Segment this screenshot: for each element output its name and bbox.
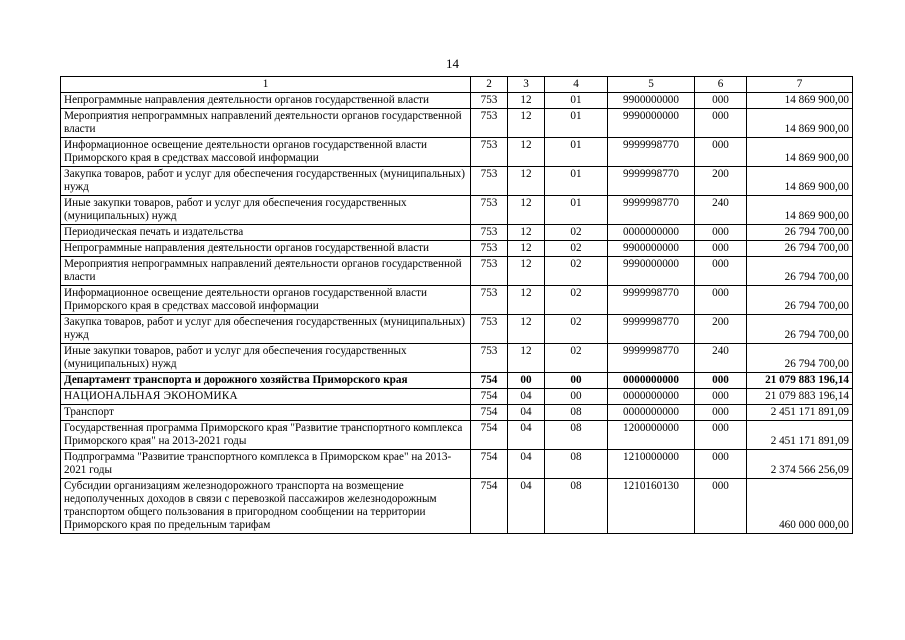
code-cell: 753 [471, 167, 508, 196]
row-name-cell: Закупка товаров, работ и услуг для обеспечения государственных (муниципальных) нужд [61, 315, 471, 344]
code-cell: 753 [471, 93, 508, 109]
code-cell: 754 [471, 421, 508, 450]
expense-type-cell: 240 [695, 344, 747, 373]
subsection-cell: 01 [545, 93, 608, 109]
amount-cell: 14 869 900,00 [747, 93, 853, 109]
page-number: 14 [446, 56, 459, 71]
amount-cell: 2 451 171 891,09 [747, 421, 853, 450]
expense-type-cell: 000 [695, 286, 747, 315]
target-item-cell: 1210000000 [608, 450, 695, 479]
target-item-cell: 9990000000 [608, 109, 695, 138]
code-cell: 753 [471, 241, 508, 257]
subsection-cell: 00 [545, 373, 608, 389]
target-item-cell: 0000000000 [608, 389, 695, 405]
code-cell: 754 [471, 450, 508, 479]
section-cell: 12 [508, 257, 545, 286]
subsection-cell: 02 [545, 241, 608, 257]
table-row [61, 196, 853, 225]
table-row [61, 167, 853, 196]
target-item-cell: 1200000000 [608, 421, 695, 450]
section-cell: 12 [508, 167, 545, 196]
header-cell: 4 [545, 77, 608, 93]
amount-cell: 26 794 700,00 [747, 344, 853, 373]
target-item-cell: 9990000000 [608, 257, 695, 286]
amount-cell: 14 869 900,00 [747, 109, 853, 138]
section-cell: 12 [508, 241, 545, 257]
code-cell: 754 [471, 405, 508, 421]
target-item-cell: 9900000000 [608, 241, 695, 257]
subsection-cell: 08 [545, 405, 608, 421]
amount-cell: 14 869 900,00 [747, 196, 853, 225]
code-cell: 753 [471, 315, 508, 344]
section-cell: 12 [508, 344, 545, 373]
table-row [61, 225, 853, 241]
target-item-cell: 9999998770 [608, 315, 695, 344]
row-name-cell: Мероприятия непрограммных направлений деятельности органов государственной власти [61, 257, 471, 286]
section-cell: 04 [508, 405, 545, 421]
expense-type-cell: 200 [695, 315, 747, 344]
amount-cell: 26 794 700,00 [747, 286, 853, 315]
subsection-cell: 02 [545, 344, 608, 373]
subsection-cell: 02 [545, 315, 608, 344]
expense-type-cell: 000 [695, 109, 747, 138]
code-cell: 753 [471, 225, 508, 241]
row-name-cell: Иные закупки товаров, работ и услуг для обеспечения государственных (муниципальных) нужд [61, 344, 471, 373]
target-item-cell: 9999998770 [608, 167, 695, 196]
table-row [61, 344, 853, 373]
table-row [61, 138, 853, 167]
subsection-cell: 02 [545, 257, 608, 286]
code-cell: 754 [471, 389, 508, 405]
amount-cell: 2 451 171 891,09 [747, 405, 853, 421]
section-cell: 12 [508, 225, 545, 241]
amount-cell: 26 794 700,00 [747, 315, 853, 344]
target-item-cell: 9999998770 [608, 138, 695, 167]
header-cell: 6 [695, 77, 747, 93]
section-cell: 12 [508, 315, 545, 344]
subsection-cell: 01 [545, 109, 608, 138]
table-row [61, 109, 853, 138]
row-name-cell: НАЦИОНАЛЬНАЯ ЭКОНОМИКА [61, 389, 471, 405]
section-cell: 12 [508, 109, 545, 138]
table-row [61, 389, 853, 405]
target-item-cell: 0000000000 [608, 225, 695, 241]
code-cell: 753 [471, 257, 508, 286]
code-cell: 754 [471, 373, 508, 389]
table-row [61, 479, 853, 534]
header-cell: 2 [471, 77, 508, 93]
expense-type-cell: 000 [695, 225, 747, 241]
subsection-cell: 02 [545, 286, 608, 315]
section-cell: 04 [508, 479, 545, 534]
expense-type-cell: 000 [695, 479, 747, 534]
row-name-cell: Департамент транспорта и дорожного хозяйства Приморского края [61, 373, 471, 389]
expense-type-cell: 240 [695, 196, 747, 225]
subsection-cell: 00 [545, 389, 608, 405]
target-item-cell: 9999998770 [608, 286, 695, 315]
table-row [61, 286, 853, 315]
table-row [61, 405, 853, 421]
section-cell: 12 [508, 196, 545, 225]
target-item-cell: 9999998770 [608, 196, 695, 225]
section-cell: 04 [508, 389, 545, 405]
row-name-cell: Мероприятия непрограммных направлений деятельности органов государственной власти [61, 109, 471, 138]
section-cell: 04 [508, 421, 545, 450]
row-name-cell: Транспорт [61, 405, 471, 421]
header-cell: 3 [508, 77, 545, 93]
subsection-cell: 02 [545, 225, 608, 241]
code-cell: 753 [471, 286, 508, 315]
row-name-cell: Закупка товаров, работ и услуг для обеспечения государственных (муниципальных) нужд [61, 167, 471, 196]
target-item-cell: 0000000000 [608, 405, 695, 421]
expense-type-cell: 000 [695, 450, 747, 479]
expense-type-cell: 000 [695, 93, 747, 109]
header-cell: 7 [747, 77, 853, 93]
target-item-cell: 9999998770 [608, 344, 695, 373]
subsection-cell: 01 [545, 167, 608, 196]
section-cell: 12 [508, 138, 545, 167]
table-row [61, 315, 853, 344]
row-name-cell: Подпрограмма "Развитие транспортного комплекса в Приморском крае" на 2013-2021 годы [61, 450, 471, 479]
table-header-row [61, 77, 853, 93]
amount-cell: 14 869 900,00 [747, 138, 853, 167]
section-cell: 12 [508, 93, 545, 109]
subsection-cell: 01 [545, 196, 608, 225]
amount-cell: 21 079 883 196,14 [747, 373, 853, 389]
amount-cell: 26 794 700,00 [747, 225, 853, 241]
row-name-cell: Информационное освещение деятельности органов государственной власти Приморского края в средствах массовой информации [61, 286, 471, 315]
expense-type-cell: 000 [695, 241, 747, 257]
expense-type-cell: 200 [695, 167, 747, 196]
amount-cell: 2 374 566 256,09 [747, 450, 853, 479]
section-cell: 04 [508, 450, 545, 479]
table-row [61, 241, 853, 257]
row-name-cell: Иные закупки товаров, работ и услуг для обеспечения государственных (муниципальных) нужд [61, 196, 471, 225]
section-cell: 12 [508, 286, 545, 315]
section-cell: 00 [508, 373, 545, 389]
code-cell: 753 [471, 138, 508, 167]
expense-type-cell: 000 [695, 389, 747, 405]
code-cell: 753 [471, 109, 508, 138]
expense-type-cell: 000 [695, 405, 747, 421]
subsection-cell: 08 [545, 479, 608, 534]
expense-type-cell: 000 [695, 138, 747, 167]
target-item-cell: 9900000000 [608, 93, 695, 109]
code-cell: 753 [471, 344, 508, 373]
subsection-cell: 08 [545, 450, 608, 479]
table-row [61, 93, 853, 109]
row-name-cell: Субсидии организациям железнодорожного транспорта на возмещение недополученных доходов в связи с перевозкой пассажиров железнодорожным транспортом общего пользования в пригородном сообщении на территории Приморского края по предельным тарифам [61, 479, 471, 534]
table-row [61, 450, 853, 479]
row-name-cell: Непрограммные направления деятельности органов государственной власти [61, 241, 471, 257]
amount-cell: 26 794 700,00 [747, 241, 853, 257]
code-cell: 754 [471, 479, 508, 534]
table-row [61, 373, 853, 389]
subsection-cell: 08 [545, 421, 608, 450]
amount-cell: 460 000 000,00 [747, 479, 853, 534]
row-name-cell: Непрограммные направления деятельности органов государственной власти [61, 93, 471, 109]
code-cell: 753 [471, 196, 508, 225]
amount-cell: 14 869 900,00 [747, 167, 853, 196]
expense-type-cell: 000 [695, 421, 747, 450]
row-name-cell: Периодическая печать и издательства [61, 225, 471, 241]
expense-type-cell: 000 [695, 257, 747, 286]
target-item-cell: 0000000000 [608, 373, 695, 389]
subsection-cell: 01 [545, 138, 608, 167]
table-row [61, 421, 853, 450]
header-cell: 1 [61, 77, 471, 93]
amount-cell: 21 079 883 196,14 [747, 389, 853, 405]
target-item-cell: 1210160130 [608, 479, 695, 534]
table-row [61, 257, 853, 286]
budget-table [60, 76, 853, 534]
expense-type-cell: 000 [695, 373, 747, 389]
header-cell: 5 [608, 77, 695, 93]
row-name-cell: Государственная программа Приморского края "Развитие транспортного комплекса Приморского края" на 2013-2021 годы [61, 421, 471, 450]
amount-cell: 26 794 700,00 [747, 257, 853, 286]
row-name-cell: Информационное освещение деятельности органов государственной власти Приморского края в средствах массовой информации [61, 138, 471, 167]
